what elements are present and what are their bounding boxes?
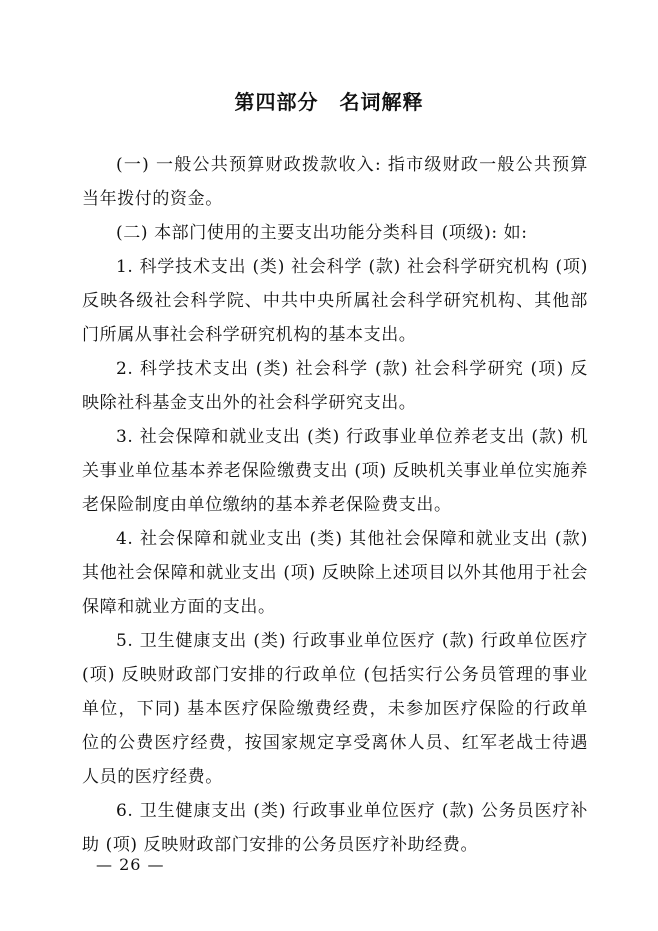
paragraph-8: 6. 卫生健康支出 (类) 行政事业单位医疗 (款) 公务员医疗补助 (项) 反映财政部门安排的公务员医疗补助经费。 (82, 801, 588, 855)
paragraph-7: 5. 卫生健康支出 (类) 行政事业单位医疗 (款) 行政单位医疗 (项) 反映财政部门安排的行政单位 (包括实行公务员管理的事业单位，下同) 基本医疗保险缴费经费，未参加医疗保险的行政单位的公费医疗经费，按国家规定享受离休人员、红军老战士待遇人员的医疗经费。 (82, 631, 588, 787)
page-number: — 26 — (96, 855, 165, 874)
paragraph-5: 3. 社会保障和就业支出 (类) 行政事业单位养老支出 (款) 机关事业单位基本养老保险缴费支出 (项) 反映机关事业单位实施养老保险制度由单位缴纳的基本养老保险费支出。 (82, 427, 588, 515)
paragraph-4: 2. 科学技术支出 (类) 社会科学 (款) 社会科学研究 (项) 反映除社科基金支出外的社会科学研究支出。 (82, 359, 588, 413)
paragraph-6: 4. 社会保障和就业支出 (类) 其他社会保障和就业支出 (款) 其他社会保障和就业支出 (项) 反映除上述项目以外其他用于社会保障和就业方面的支出。 (82, 529, 588, 617)
document-body (82, 148, 588, 862)
page-title: 第四部分 名词解释 (234, 90, 424, 114)
paragraph-1: (一) 一般公共预算财政拨款收入: 指市级财政一般公共预算当年拨付的资金。 (82, 155, 588, 209)
paragraph-2: (二) 本部门使用的主要支出功能分类科目 (项级): 如: (116, 223, 528, 243)
paragraph-3: 1. 科学技术支出 (类) 社会科学 (款) 社会科学研究机构 (项) 反映各级社会科学院、中共中央所属社会科学研究机构、其他部门所属从事社会科学研究机构的基本支出。 (82, 257, 588, 345)
